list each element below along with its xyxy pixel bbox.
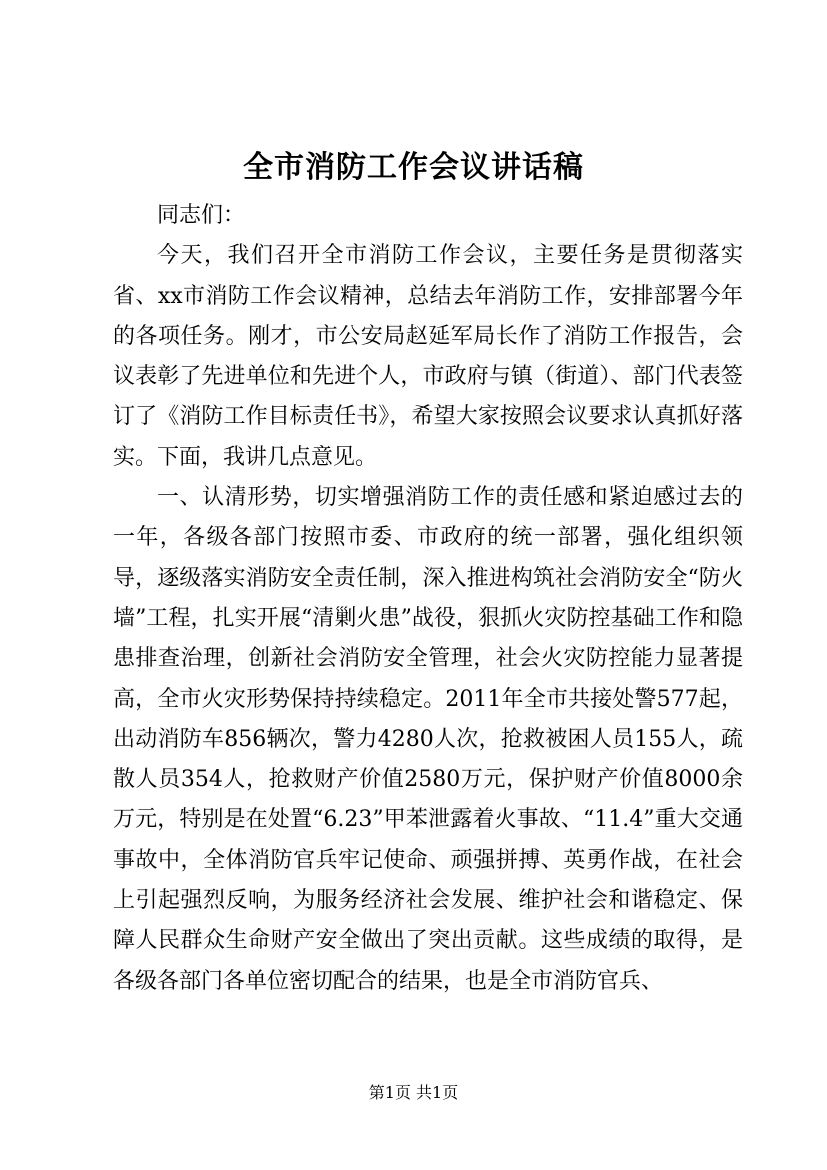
paragraph-2: 一、认清形势，切实增强消防工作的责任感和紧迫感过去的一年，各级各部门按照市委、市政府的统一部署，强化组织领导，逐级落实消防安全责任制，深入推进构筑社会消防安全“防火墙”工程，扎实开展“清剿火患”战役，狠抓火灾防控基础工作和隐患排查治理，创新社会消防安全管理，社会火灾防控能力显著提高，全市火灾形势保持持续稳定。2011年全市共接处警577起，出动消防车856辆次，警力4280人次，抢救被困人员155人，疏散人员354人，抢救财产价值2580万元，保护财产价值8000余万元，特别是在处置“6.23”甲苯泄露着火事故、“11.4”重大交通事故中，全体消防官兵牢记使命、顽强拼搏、英勇作战，在社会上引起强烈反响，为服务经济社会发展、维护社会和谐稳定、保障人民群众生命财产安全做出了突出贡献。这些成绩的取得，是各级各部门各单位密切配合的结果，也是全市消防官兵、 (113, 485, 743, 994)
page-footer: 第1页 共1页 (368, 1083, 459, 1102)
paragraph-1: 今天，我们召开全市消防工作会议，主要任务是贯彻落实省、xx市消防工作会议精神，总结去年消防工作，安排部署今年的各项任务。刚才，市公安局赵延军局长作了消防工作报告，会议表彰了先进单位和先进个人，市政府与镇（街道）、部门代表签订了《消防工作目标责任书》，希望大家按照会议要求认真抓好落实。下面，我讲几点意见。 (113, 243, 743, 470)
greeting: 同志们： (157, 203, 246, 228)
document-body (113, 196, 743, 1002)
page-title: 全市消防工作会议讲话稿 (243, 150, 584, 185)
